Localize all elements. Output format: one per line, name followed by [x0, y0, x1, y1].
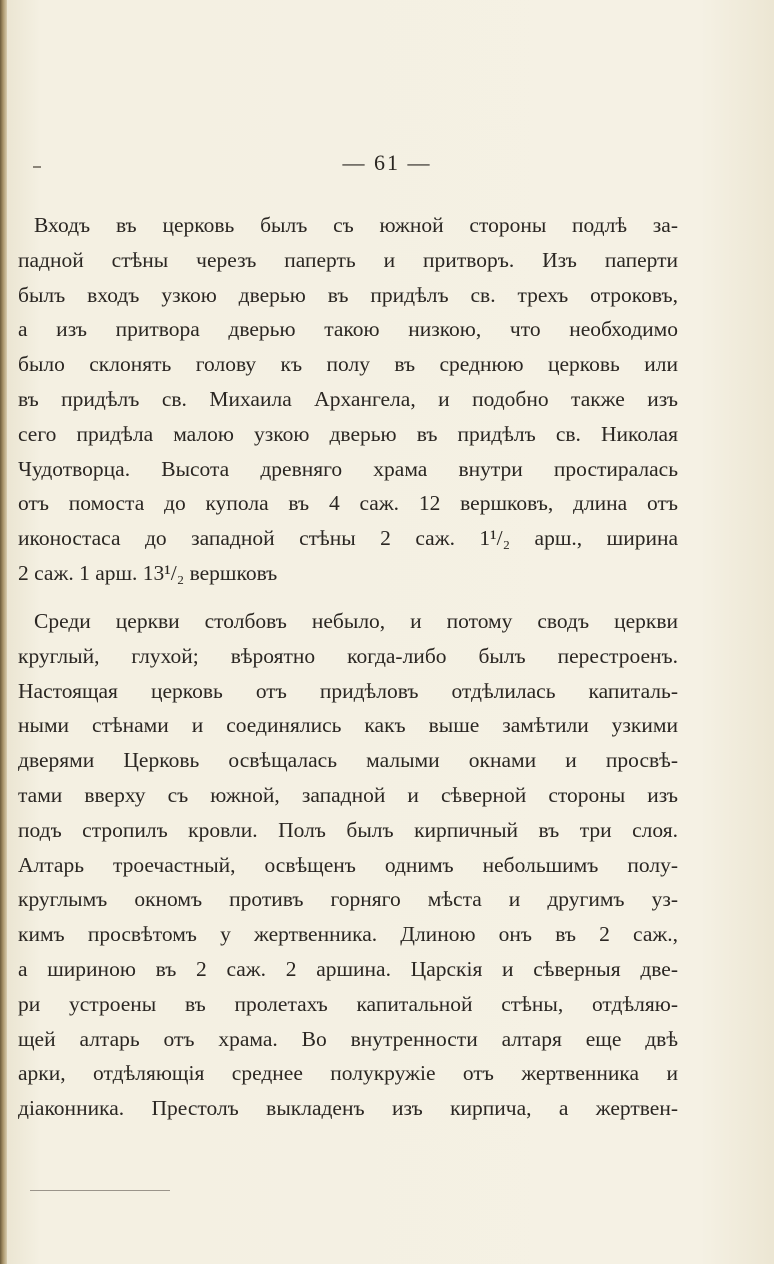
- text-line: щей алтарь отъ храма. Во внутренности алтаря еще двѣ: [18, 1026, 678, 1051]
- text-line: иконостаса до западной стѣны 2 саж. 1¹/₂ арш., ширина: [18, 526, 678, 551]
- text-line: отъ помоста до купола въ 4 саж. 12 вершковъ, длина отъ: [18, 491, 678, 516]
- paragraph-2: [18, 604, 678, 1126]
- text-line: Настоящая церковь отъ придѣловъ отдѣлилась капиталь-: [18, 678, 678, 703]
- text-line: падной стѣны черезъ паперть и притворъ. Изъ паперти: [18, 247, 678, 272]
- text-line: круглымъ окномъ противъ горняго мѣста и другимъ уз-: [18, 887, 678, 912]
- text-line: кимъ просвѣтомъ у жертвенника. Длиною онъ въ 2 саж.,: [18, 922, 678, 947]
- text-line: было склонять голову къ полу въ среднюю церковь или: [18, 352, 678, 377]
- text-line: былъ входъ узкою дверью въ придѣлъ св. трехъ отроковъ,: [18, 282, 678, 307]
- text-line: подъ стропилъ кровли. Полъ былъ кирпичный въ три слоя.: [18, 817, 678, 842]
- text-line: арки, отдѣляющія среднее полукружіе отъ жертвенника и: [18, 1061, 678, 1086]
- page-number: — 61 —: [342, 150, 432, 175]
- text-line: сего придѣла малою узкою дверью въ придѣлъ св. Николая: [18, 421, 678, 446]
- text-line: а изъ притвора дверью такою низкою, что необходимо: [18, 317, 678, 342]
- text-line: Входъ въ церковь былъ съ южной стороны подлѣ за-: [34, 213, 678, 237]
- text-line: тами вверху съ южной, западной и сѣверной стороны изъ: [18, 782, 678, 807]
- text-line: а шириною въ 2 саж. 2 аршина. Царскія и сѣверныя две-: [18, 956, 678, 981]
- text-line: круглый, глухой; вѣроятно когда-либо былъ перестроенъ.: [18, 643, 678, 668]
- paragraph-1: [18, 208, 678, 591]
- text-line: Алтарь троечастный, освѣщенъ однимъ небольшимъ полу-: [18, 852, 678, 877]
- page-binding-edge: [0, 0, 7, 1264]
- text-line: 2 саж. 1 арш. 13¹/₂ вершковъ: [18, 560, 278, 585]
- text-line: Чудотворца. Высота древняго храма внутри простиралась: [18, 456, 678, 481]
- text-line: дверями Церковь освѣщалась малыми окнами и просвѣ-: [18, 748, 678, 773]
- text-line: ри устроены въ пролетахъ капитальной стѣны, отдѣляю-: [18, 991, 678, 1016]
- footer-rule: [30, 1190, 170, 1191]
- text-line: Среди церкви столбовъ небыло, и потому сводъ церкви: [34, 609, 678, 633]
- text-line: въ придѣлъ св. Михаила Архангела, и подобно также изъ: [18, 386, 678, 411]
- text-line: діаконника. Престолъ выкладенъ изъ кирпича, а жертвен-: [18, 1096, 678, 1121]
- text-line: ными стѣнами и соединялись какъ выше замѣтили узкими: [18, 713, 678, 738]
